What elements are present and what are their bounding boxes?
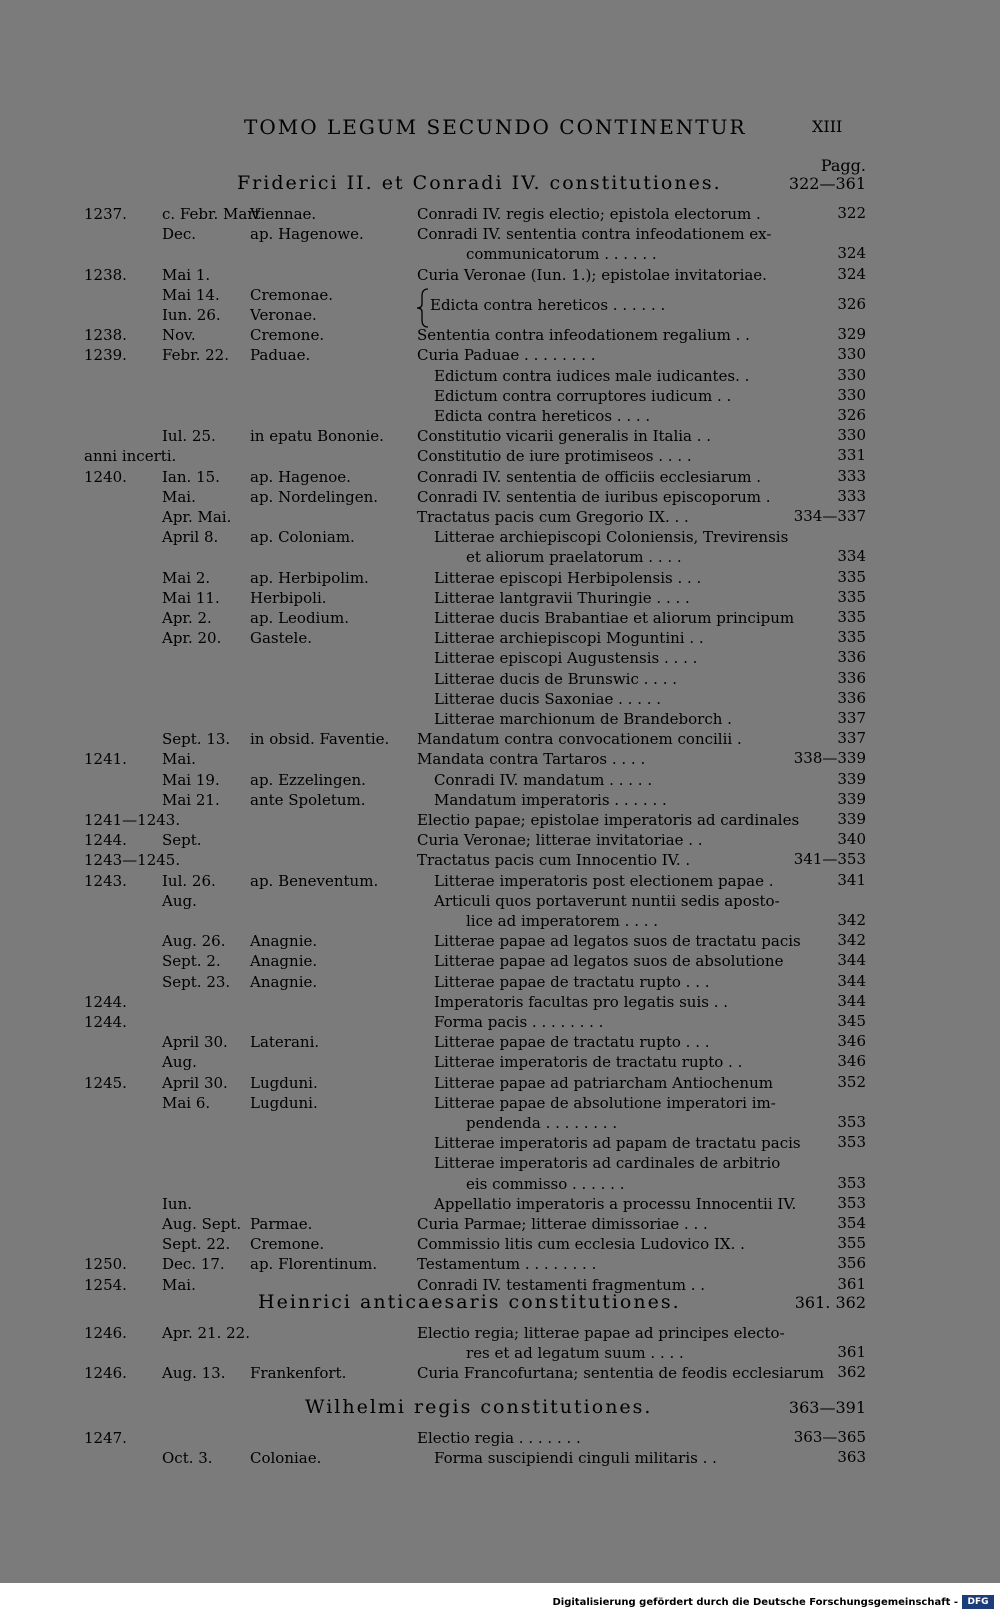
entry-page: 333	[837, 466, 866, 485]
entry-date: Aug. Sept.	[162, 1215, 242, 1233]
entry-title: Tractatus pacis cum Innocentio IV. .	[417, 851, 691, 870]
entry-date: Sept. 13.	[162, 730, 231, 749]
entry-date: Mai 2.	[162, 568, 211, 587]
entry-title: Imperatoris facultas pro legatis suis . .	[434, 992, 729, 1011]
entry-place: ap. Ezzelingen.	[250, 770, 366, 789]
entry-date: Dec. 17.	[162, 1255, 225, 1274]
entry-title: Litterae imperatoris post electionem papae .	[434, 871, 774, 890]
entry-page: 346	[837, 1032, 866, 1051]
entry-date: Mai.	[162, 750, 196, 769]
entry-title: Conradi IV. sententia de iuribus episcoporum .	[417, 487, 771, 506]
entry-title: Conradi IV. testamenti fragmentum . .	[417, 1275, 706, 1294]
entry-title: res et ad legatum suum . . . .	[466, 1344, 684, 1363]
entry-page: 330	[837, 385, 866, 404]
entry-page: 353	[837, 1173, 866, 1192]
entry-place: Veronae.	[250, 306, 317, 324]
entry-page: 339	[837, 789, 866, 808]
entry-title: Edicta contra hereticos . . . . . .	[430, 295, 666, 314]
entry-place: Anagnie.	[250, 952, 318, 971]
entry-page: 339	[837, 810, 866, 828]
entry-place: Lugduni.	[250, 1073, 318, 1092]
entry-year: 1245.	[84, 1073, 127, 1092]
entry-date: Iun.	[162, 1194, 193, 1213]
entry-page: 337	[837, 709, 866, 727]
entry-title: Conradi IV. sententia contra infeodationem ex-	[417, 225, 772, 244]
entry-date: Apr. 20.	[162, 629, 222, 648]
entry-page: 337	[837, 729, 866, 748]
entry-title: Litterae imperatoris ad cardinales de arbitrio	[434, 1154, 781, 1173]
entry-date: Mai.	[162, 1275, 196, 1294]
entry-title: Litterae papae ad legatos suos de tractatu pacis	[434, 932, 801, 951]
entry-place: Herbipoli.	[250, 588, 327, 607]
entry-title: Litterae imperatoris de tractatu rupto . .	[434, 1053, 743, 1072]
entry-title: eis commisso . . . . . .	[466, 1174, 625, 1193]
entry-page: 344	[837, 951, 866, 970]
entry-title: Edicta contra hereticos . . . .	[434, 407, 651, 425]
entry-place: ap. Hagenoe.	[250, 467, 351, 486]
entry-page: 336	[837, 648, 866, 667]
entry-title: Curia Veronae; litterae invitatoriae . .	[417, 831, 703, 850]
entry-title: Testamentum . . . . . . . .	[417, 1255, 597, 1274]
entry-title: Litterae archiepiscopi Coloniensis, Trevirensis	[434, 528, 789, 547]
footer-text: Digitalisierung gefördert durch die Deutsche Forschungsgemeinschaft -	[552, 1597, 958, 1608]
entry-title: Electio regia; litterae papae ad principes electo-	[417, 1324, 785, 1342]
entry-title: Litterae episcopi Herbipolensis . . .	[434, 568, 702, 587]
entry-year: 1246.	[84, 1364, 127, 1383]
entry-page: 335	[837, 567, 866, 586]
entry-page: 352	[837, 1072, 866, 1091]
entry-date: Mai.	[162, 487, 196, 506]
entry-title: Conradi IV. mandatum . . . . .	[434, 770, 653, 789]
entry-page: 341—353	[793, 850, 866, 869]
entry-page: 344	[837, 991, 866, 1010]
entry-title: Litterae papae ad patriarcham Antiochenum	[434, 1073, 773, 1092]
entry-title: Electio papae; epistolae imperatoris ad cardinales	[417, 811, 800, 829]
entry-title: Litterae ducis de Brunswic . . . .	[434, 669, 678, 688]
entry-date: Sept. 23.	[162, 972, 231, 991]
entry-page: 329	[837, 325, 866, 344]
entry-title: Litterae marchionum de Brandeborch .	[434, 710, 732, 728]
entry-date: Aug.	[162, 891, 197, 910]
entry-page: 324	[837, 244, 866, 263]
entry-page: 362	[837, 1363, 866, 1382]
footer	[0, 1583, 1000, 1618]
entry-year: 1243.	[84, 871, 127, 890]
entry-place: in obsid. Faventie.	[250, 730, 390, 749]
dfg-logo: DFG	[962, 1595, 994, 1609]
section-title: Heinrici anticaesaris constitutiones.	[258, 1291, 681, 1313]
entry-title: Litterae papae de tractatu rupto . . .	[434, 972, 710, 991]
entry-place: ap. Coloniam.	[250, 528, 355, 547]
entry-date: Mai 14.	[162, 285, 220, 304]
entry-page: 330	[837, 365, 866, 384]
section-title: Wilhelmi regis constitutiones.	[305, 1396, 653, 1418]
entry-page: 341	[837, 870, 866, 889]
entry-year: 1247.	[84, 1429, 127, 1447]
entry-year: 1238.	[84, 326, 127, 345]
entry-year: 1246.	[84, 1324, 127, 1342]
entry-page: 342	[837, 911, 866, 929]
entry-year: 1244.	[84, 831, 127, 850]
section-title: Friderici II. et Conradi IV. constitutiones.	[237, 172, 722, 194]
entry-date: c. Febr. Mart.	[162, 205, 266, 223]
entry-page: 324	[837, 264, 866, 283]
entry-year: 1243—1245.	[84, 851, 181, 870]
running-title: TOMO LEGUM SECUNDO CONTINENTUR	[244, 115, 747, 139]
brace-icon	[416, 288, 430, 328]
entry-title: Litterae papae ad legatos suos de absolutione	[434, 952, 784, 971]
entry-page: 339	[837, 769, 866, 788]
entry-title: Commissio litis cum ecclesia Ludovico IX. .	[417, 1235, 745, 1254]
entry-date: Apr. 21. 22.	[162, 1324, 250, 1342]
entry-title: Litterae papae de tractatu rupto . . .	[434, 1033, 710, 1052]
entry-place: Coloniae.	[250, 1449, 322, 1468]
entry-title: Mandata contra Tartaros . . . .	[417, 750, 646, 769]
section-pages: 361. 362	[794, 1293, 866, 1312]
entry-place: Paduae.	[250, 346, 311, 365]
entry-page: 353	[837, 1113, 866, 1131]
entry-date: Iul. 26.	[162, 871, 216, 890]
entry-title: Articuli quos portaverunt nuntii sedis aposto-	[434, 891, 780, 910]
entry-page: 363	[837, 1448, 866, 1467]
entry-date: Oct. 3.	[162, 1449, 213, 1468]
entry-page: 344	[837, 971, 866, 990]
entry-page: 342	[837, 931, 866, 950]
entry-title: Curia Paduae . . . . . . . .	[417, 346, 596, 365]
entry-title: Forma pacis . . . . . . . .	[434, 1013, 604, 1031]
entry-place: in epatu Bononie.	[250, 427, 384, 446]
entry-year: anni incerti.	[84, 447, 177, 466]
entry-title: Electio regia . . . . . . .	[417, 1429, 581, 1447]
section-pages: 322—361	[788, 174, 866, 193]
entry-page: 346	[837, 1052, 866, 1071]
entry-title: Constitutio vicarii generalis in Italia . .	[417, 427, 712, 446]
entry-title: Conradi IV. regis electio; epistola electorum .	[417, 205, 761, 223]
entry-page: 331	[837, 446, 866, 465]
entry-title: Litterae imperatoris ad papam de tractatu pacis	[434, 1134, 801, 1153]
entry-date: Nov.	[162, 326, 196, 345]
entry-date: Mai 21.	[162, 790, 220, 809]
entry-place: Cremone.	[250, 1235, 325, 1254]
entry-place: Frankenfort.	[250, 1364, 347, 1383]
entry-date: Ian. 15.	[162, 467, 220, 486]
entry-page: 355	[837, 1234, 866, 1253]
entry-page: 322	[837, 204, 866, 222]
entry-page: 361	[837, 1274, 866, 1293]
entry-place: Lugduni.	[250, 1093, 318, 1112]
entry-year: 1239.	[84, 346, 127, 365]
entry-date: Aug.	[162, 1053, 197, 1072]
entry-year: 1241.	[84, 750, 127, 769]
entry-date: Sept.	[162, 831, 202, 850]
entry-title: Conradi IV. sententia de officiis ecclesiarum .	[417, 467, 762, 486]
section-pages: 363—391	[788, 1398, 866, 1417]
entry-date: Dec.	[162, 225, 197, 244]
entry-page: 335	[837, 628, 866, 647]
entry-title: Forma suscipiendi cinguli militaris . .	[434, 1449, 717, 1468]
entry-page: 361	[837, 1343, 866, 1362]
pagg-label: Pagg.	[820, 156, 866, 175]
entry-year: 1237.	[84, 205, 127, 223]
entry-date: Aug. 13.	[162, 1364, 226, 1383]
entry-year: 1250.	[84, 1255, 127, 1274]
entry-year: 1244.	[84, 1013, 127, 1031]
entry-place: ante Spoletum.	[250, 790, 366, 809]
entry-place: Anagnie.	[250, 932, 318, 951]
entry-place: Anagnie.	[250, 972, 318, 991]
entry-date: Sept. 2.	[162, 952, 221, 971]
entry-page: 363—365	[793, 1428, 866, 1446]
entry-title: Litterae ducis Brabantiae et aliorum principum	[434, 609, 795, 627]
entry-title: et aliorum praelatorum . . . .	[466, 548, 682, 567]
entry-date: Iul. 25.	[162, 427, 216, 446]
entry-date: April 8.	[162, 528, 219, 547]
entry-date: Aug. 26.	[162, 932, 226, 951]
entry-title: Sententia contra infeodationem regalium . .	[417, 326, 750, 345]
entry-date: Mai 11.	[162, 588, 220, 607]
entry-place: ap. Nordelingen.	[250, 487, 379, 506]
entry-page: 338—339	[793, 749, 866, 768]
entry-place: Cremone.	[250, 326, 325, 345]
entry-place: ap. Herbipolim.	[250, 568, 369, 587]
entry-page: 333	[837, 486, 866, 505]
entry-title: Litterae papae de absolutione imperatori im-	[434, 1093, 776, 1112]
entry-title: Appellatio imperatoris a processu Innocentii IV.	[434, 1194, 797, 1213]
entry-year: 1240.	[84, 467, 127, 486]
entry-year: 1238.	[84, 265, 127, 284]
entry-date: Iun. 26.	[162, 306, 221, 324]
entry-place: ap. Leodium.	[250, 609, 350, 627]
entry-date: Mai 1.	[162, 265, 211, 284]
entry-page: 326	[837, 406, 866, 424]
entry-page: 353	[837, 1133, 866, 1152]
entry-page: 330	[837, 345, 866, 364]
entry-title: lice ad imperatorem . . . .	[466, 912, 659, 930]
entry-page: 354	[837, 1214, 866, 1232]
entry-year: 1254.	[84, 1275, 127, 1294]
entry-page: 330	[837, 426, 866, 445]
entry-place: Viennae.	[250, 205, 317, 223]
entry-page: 335	[837, 587, 866, 606]
entry-title: Curia Veronae (Iun. 1.); epistolae invitatoriae.	[417, 265, 767, 284]
entry-title: pendenda . . . . . . . .	[466, 1114, 618, 1132]
entry-title: Tractatus pacis cum Gregorio IX. . .	[417, 508, 689, 526]
entry-title: Constitutio de iure protimiseos . . . .	[417, 447, 692, 466]
entry-page: 356	[837, 1254, 866, 1273]
entry-date: Febr. 22.	[162, 346, 229, 365]
entry-page: 345	[837, 1012, 866, 1030]
entry-title: Litterae ducis Saxoniae . . . . .	[434, 689, 662, 708]
entry-date: April 30.	[162, 1073, 228, 1092]
entry-date: Sept. 22.	[162, 1235, 231, 1254]
entry-title: Mandatum contra convocationem concilii .	[417, 730, 742, 749]
entry-title: communicatorum . . . . . .	[466, 245, 657, 264]
entry-place: Cremonae.	[250, 285, 334, 304]
entry-date: Apr. Mai.	[162, 508, 232, 526]
entry-title: Litterae archiepiscopi Moguntini . .	[434, 629, 704, 648]
entry-page: 340	[837, 830, 866, 849]
entry-title: Litterae lantgravii Thuringie . . . .	[434, 588, 690, 607]
entry-date: Mai 19.	[162, 770, 220, 789]
entry-page: 336	[837, 668, 866, 687]
entry-place: Laterani.	[250, 1033, 320, 1052]
entry-year: 1241—1243.	[84, 811, 181, 829]
entry-page: 336	[837, 688, 866, 707]
entry-title: Mandatum imperatoris . . . . . .	[434, 790, 667, 809]
entry-page: 353	[837, 1193, 866, 1212]
page-number: XIII	[812, 117, 843, 136]
entry-date: Apr. 2.	[162, 609, 212, 627]
entry-place: Parmae.	[250, 1215, 313, 1233]
entry-date: Mai 6.	[162, 1093, 211, 1112]
entry-page: 326	[837, 294, 866, 313]
entry-place: ap. Hagenowe.	[250, 225, 364, 244]
entry-date: April 30.	[162, 1033, 228, 1052]
entry-place: ap. Florentinum.	[250, 1255, 378, 1274]
entry-place: ap. Beneventum.	[250, 871, 379, 890]
entry-page: 335	[837, 608, 866, 626]
entry-place: Gastele.	[250, 629, 312, 648]
entry-year: 1244.	[84, 992, 127, 1011]
entry-page: 334—337	[793, 507, 866, 525]
entry-title: Curia Parmae; litterae dimissoriae . . .	[417, 1215, 708, 1233]
entry-title: Edictum contra iudices male iudicantes. .	[434, 366, 750, 385]
entry-page: 334	[837, 547, 866, 566]
entry-title: Litterae episcopi Augustensis . . . .	[434, 649, 698, 668]
entry-title: Edictum contra corruptores iudicum . .	[434, 386, 732, 405]
entry-title: Curia Francofurtana; sententia de feodis ecclesiarum	[417, 1364, 824, 1383]
